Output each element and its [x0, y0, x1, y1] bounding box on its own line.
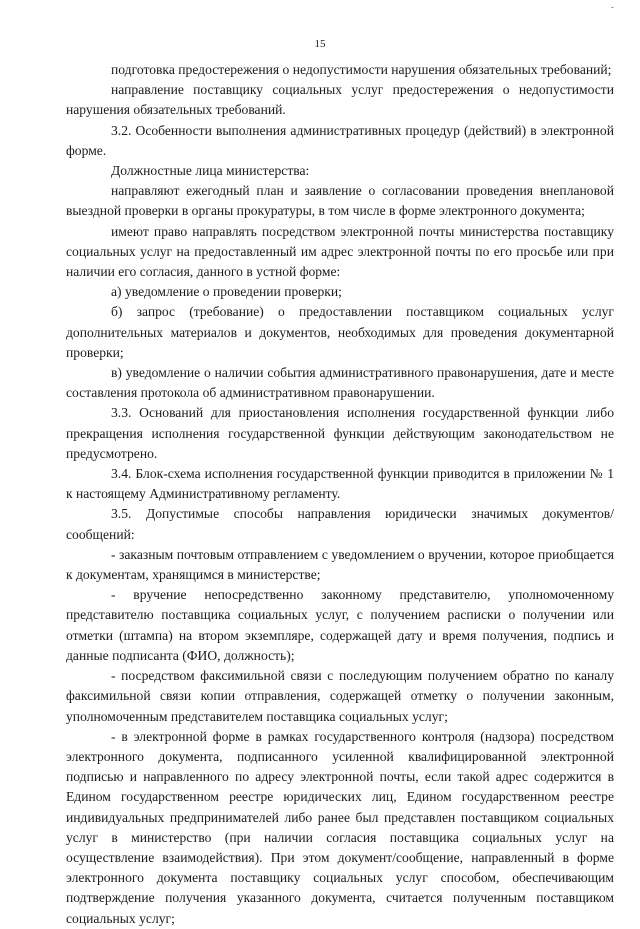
- paragraph-2: направление поставщику социальных услуг предостережения о недопустимости нарушения обязательных требований.: [66, 82, 614, 118]
- paragraph-1: подготовка предостережения о недопустимости нарушения обязательных требований;: [111, 62, 612, 77]
- list-item-b: б) запрос (требование) о предоставлении поставщиком социальных услуг дополнительных материалов и документов, необходимых для проведения документарной проверки;: [66, 304, 614, 360]
- document-body: [66, 60, 614, 929]
- corner-mark: -: [610, 2, 614, 13]
- dash-item-3: - посредством факсимильной связи с последующим получением обратно по каналу факсимильной связи копии отправления, содержащей отметку о получении законным, уполномоченным представителем поставщика социальных услуг;: [66, 668, 614, 724]
- paragraph-officials: Должностные лица министерства:: [111, 163, 310, 179]
- page-number: 15: [314, 38, 326, 50]
- list-item-a: а) уведомление о проведении проверки;: [111, 284, 342, 300]
- section-3-5: 3.5. Допустимые способы направления юридически значимых документов/сообщений:: [66, 506, 614, 542]
- list-item-v: в) уведомление о наличии события административного правонарушения, дате и месте составления протокола об административном правонарушении.: [66, 365, 614, 401]
- paragraph-6: имеют право направлять посредством электронной почты министерства поставщику социальных услуг на предоставленный им адрес электронной почты по его просьбе или при наличии его согласия, данного в устной форме:: [66, 223, 614, 280]
- section-3-2-heading: 3.2. Особенности выполнения административных процедур (действий) в электронной форме.: [66, 122, 614, 158]
- dash-item-2: - вручение непосредственно законному представителю, уполномоченному представителю поставщика социальных услуг, с получением расписки о получении или отметки (штампа) на втором экземпляре, содержащей дату и время получения, подпись и данные подписанта (ФИО, должность);: [66, 587, 614, 663]
- dash-item-4: - в электронной форме в рамках государственного контроля (надзора) посредством электронного документа, подписанного усиленной квалифицированной электронной подписью и направленного по адресу электронной почты, если такой адрес содержится в Едином государственном реестре юридических лиц, Едином государственном реестре индивидуальных предпринимателей либо ранее был представлен поставщиком социальных услуг в министерство (при наличии согласия поставщика социальных услуг на осуществление взаимодействия). При этом документ/сообщение, направленный в форме электронного документа поставщику социальных услуг способом, обеспечивающим подтверждение получения указанного документа, считается полученным поставщиком социальных услуг;: [66, 728, 614, 926]
- paragraph-5: направляют ежегодный план и заявление о согласовании проведения внеплановой выездной проверки в органы прокуратуры, в том числе в форме электронного документа;: [66, 183, 614, 219]
- section-3-3: 3.3. Оснований для приостановления исполнения государственной функции либо прекращения исполнения государственной функции действующим законодательством не предусмотрено.: [66, 405, 614, 461]
- section-3-4: 3.4. Блок-схема исполнения государственной функции приводится в приложении № 1 к настоящему Административному регламенту.: [66, 466, 614, 502]
- dash-item-1: - заказным почтовым отправлением с уведомлением о вручении, которое приобщается к документам, хранящимся в министерстве;: [66, 546, 614, 583]
